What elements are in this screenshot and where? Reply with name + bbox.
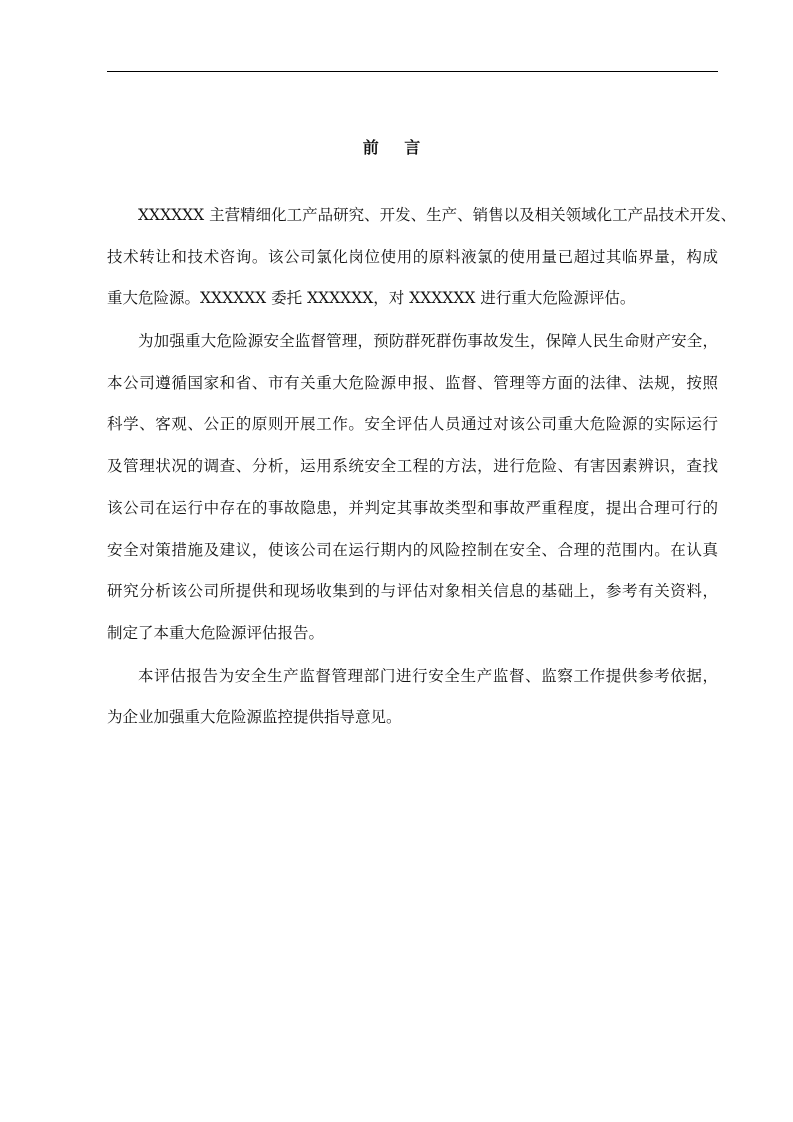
page-title: 前 言 [362,138,431,157]
text-line: 该公司在运行中存在的事故隐患，并判定其事故类型和事故严重程度，提出合理可行的 [107,498,718,517]
text-line: 本公司遵循国家和省、市有关重大危险源申报、监督、管理等方面的法律、法规，按照 [107,373,718,392]
text-line: 研究分析该公司所提供和现场收集到的与评估对象相关信息的基础上，参考有关资料， [107,582,718,601]
header-rule [107,71,718,72]
paragraph-1 [107,204,737,329]
text-line: 为加强重大危险源安全监督管理，预防群死群伤事故发生，保障人民生命财产安全， [138,332,718,351]
text-line: 制定了本重大危险源评估报告。 [107,623,325,642]
text-line: 科学、客观、公正的原则开展工作。安全评估人员通过对该公司重大危险源的实际运行 [107,415,718,434]
document-body [107,204,737,749]
text-line: 技术转让和技术咨询。该公司氯化岗位使用的原料液氯的使用量已超过其临界量，构成 [107,247,718,266]
text-line: 为企业加强重大危险源监控提供指导意见。 [107,708,402,727]
text-line: 重大危险源。XXXXXX 委托 XXXXXX，对 XXXXXX 进行重大危险源评估。 [107,289,636,308]
text-line: 及管理状况的调查、分析，运用系统安全工程的方法，进行危险、有害因素辨识，查找 [107,457,718,476]
paragraph-2 [107,330,718,664]
paragraph-3 [107,665,718,748]
text-line: XXXXXX 主营精细化工产品研究、开发、生产、销售以及相关领域化工产品技术开发、 [138,206,737,224]
text-line: 本评估报告为安全生产监督管理部门进行安全生产监督、监察工作提供参考依据， [138,666,718,685]
text-line: 安全对策措施及建议，使该公司在运行期内的风险控制在安全、合理的范围内。在认真 [107,540,718,559]
